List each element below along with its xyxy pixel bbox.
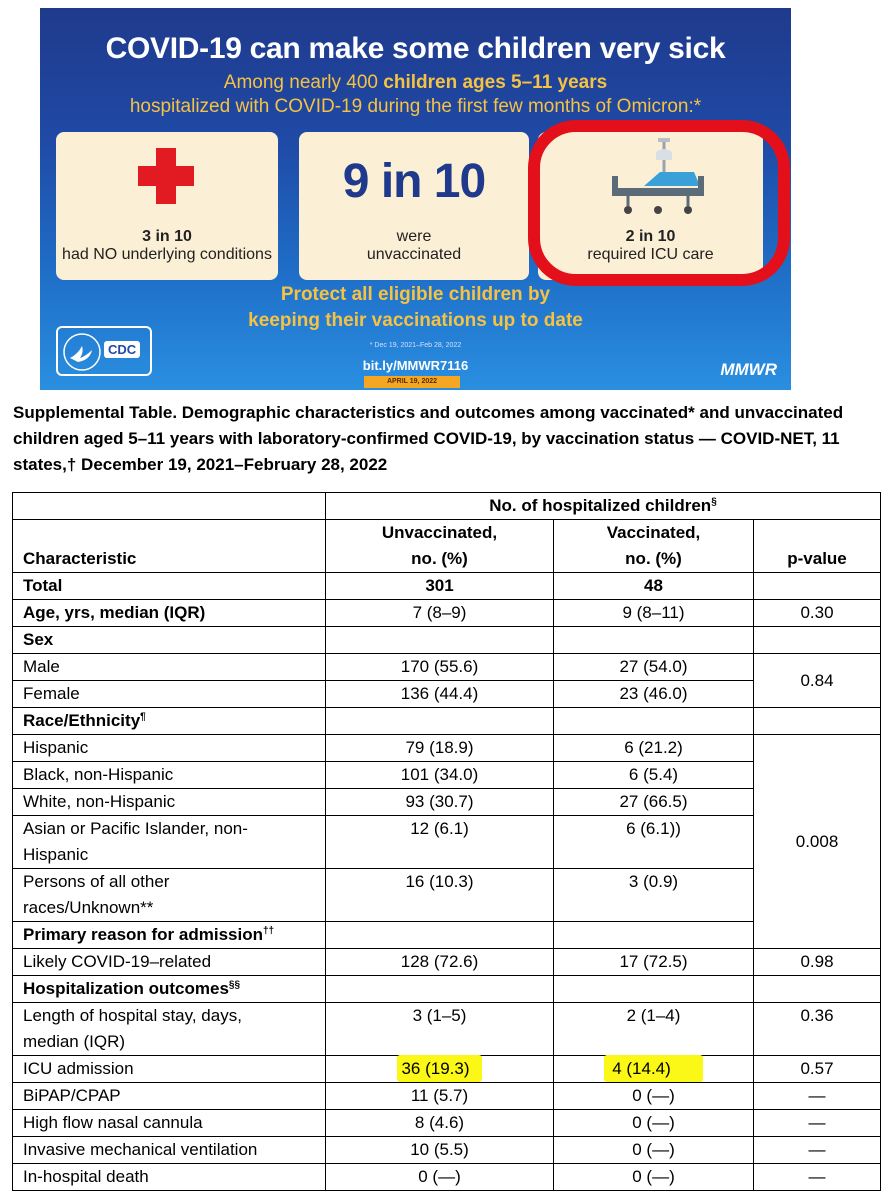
col-pvalue: p-value [754, 520, 881, 573]
table-row: Invasive mechanical ventilation 10 (5.5) 0 (—) — [13, 1137, 881, 1164]
banner-date: APRIL 19, 2022 [364, 376, 460, 388]
table-row: Hispanic 79 (18.9) 6 (21.2) 0.008 [13, 735, 881, 762]
table-header-row [13, 520, 881, 573]
protect-message: Protect all eligible children by [280, 284, 551, 305]
table-caption: Supplemental Table. Demographic characteristics and outcomes among vaccinated* and unvaccinated children aged 5–11 years with laboratory-confirmed COVID-19, by vaccination status — COVID-NET, 11 states,† December 19, 2021–February 28, 2022 [13, 403, 844, 474]
group-header: No. of hospitalized children§ [326, 493, 881, 520]
stat-value: 2 in 10 [625, 228, 676, 245]
table-row-icu: ICU admission 36 (19.3) 4 (14.4) 0.57 [13, 1056, 881, 1083]
table-row: Sex [13, 627, 881, 654]
table-row: Likely COVID-19–related 128 (72.6) 17 (72.5) 0.98 [13, 949, 881, 976]
table-row: Age, yrs, median (IQR) 7 (8–9) 9 (8–11) 0.30 [13, 600, 881, 627]
stat-label: required ICU care [587, 246, 714, 263]
stat-card-underlying [56, 132, 278, 280]
highlight-mark: 4 (14.4) [604, 1055, 703, 1082]
table-row [13, 493, 881, 520]
stat-label: were [396, 228, 432, 245]
table-row: In-hospital death 0 (—) 0 (—) — [13, 1164, 881, 1191]
table-row: Total 301 48 [13, 573, 881, 600]
table-row: Black, non-Hispanic 101 (34.0) 6 (5.4) [13, 762, 881, 789]
table-row: BiPAP/CPAP 11 (5.7) 0 (—) — [13, 1083, 881, 1110]
table-row: Hospitalization outcomes§§ [13, 976, 881, 1003]
table-row: High flow nasal cannula 8 (4.6) 0 (—) — [13, 1110, 881, 1137]
highlight-mark: 36 (19.3) [397, 1055, 481, 1082]
protect-message-line2: keeping their vaccinations up to date [248, 310, 583, 331]
table-row: Male 170 (55.6) 27 (54.0) 0.84 [13, 654, 881, 681]
col-unvaccinated: Unvaccinated, no. (%) [326, 520, 554, 573]
banner-title: COVID-19 can make some children very sick [105, 32, 726, 65]
stat-label: had NO underlying conditions [62, 246, 272, 263]
stat-value: 3 in 10 [142, 228, 192, 245]
col-characteristic: Characteristic [13, 520, 326, 573]
stat-label: unvaccinated [366, 246, 462, 263]
mmwr-brand: MMWR [720, 360, 777, 379]
table-row: Asian or Pacific Islander, non- Hispanic 12 (6.1) 6 (6.1)) [13, 816, 881, 869]
demographics-table [12, 492, 881, 1191]
red-circle-annotation [528, 120, 790, 286]
cdc-logo-text: CDC [104, 341, 140, 358]
table-row: Persons of all other races/Unknown** 16 (10.3) 3 (0.9) [13, 869, 881, 922]
table-row: Length of hospital stay, days, median (IQR) 3 (1–5) 2 (1–4) 0.36 [13, 1003, 881, 1056]
col-vaccinated: Vaccinated, no. (%) [554, 520, 754, 573]
red-cross-icon [138, 148, 194, 204]
banner-url: bit.ly/MMWR7116 [362, 358, 469, 373]
stat-big-value: 9 in 10 [342, 155, 486, 208]
table-row: White, non-Hispanic 93 (30.7) 27 (66.5) [13, 789, 881, 816]
banner-footnote: * Dec 19, 2021–Feb 28, 2022 [369, 342, 462, 349]
banner-subtitle-line2: hospitalized with COVID-19 during the first few months of Omicron:* [129, 96, 702, 117]
banner-subtitle: Among nearly 400 children ages 5–11 years [223, 72, 608, 93]
table-row: Race/Ethnicity¶ [13, 708, 881, 735]
table-row: Female 136 (44.4) 23 (46.0) [13, 681, 881, 708]
table-row: Primary reason for admission†† [13, 922, 881, 949]
infographic-banner [40, 8, 791, 390]
stat-card-unvaccinated [299, 132, 529, 280]
